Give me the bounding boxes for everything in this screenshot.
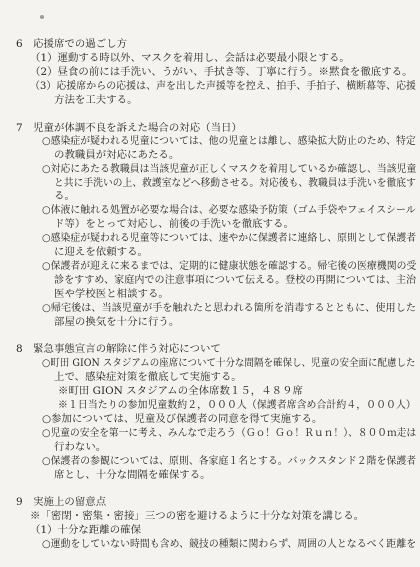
section-8-note-2: ※１日当たりの参加児童数約２，０００人（保護者席含め合計約４，０００人）	[58, 399, 416, 411]
section-9-note: ※「密閉・密集・密接」三つの密を避けるように十分な対策を講じる。	[30, 510, 365, 522]
section-8-bullet-1-cont: 上で、感染症対策を徹底して実施する。	[54, 371, 242, 383]
section-6-item-2: （2）昼食の前には手洗い、うがい、手拭き等、丁寧に行う。※黙食を徹底する。	[30, 66, 413, 78]
section-8-bullet-2: ○参加については、児童及び保護者の同意を得て実施する。	[42, 413, 323, 425]
section-8-bullet-3: ○児童の安全を第一に考え、みんなで走ろう（Ｇｏ！Ｇｏ！Ｒｕｎ！）、８００ｍ走は	[42, 427, 417, 439]
section-8-bullet-1: ○町田 GION スタジアムの座席について十分な間隔を確保し、児童の安全面に配慮した	[42, 357, 416, 369]
section-9-bullet-1: ○運動をしていない時間も含め、競技の種類に関わらず、周囲の人となるべく距離を	[42, 538, 417, 550]
section-8-bullet-3-cont: 行わない。	[54, 441, 107, 453]
section-6-heading: 6 応援席での過ごし方	[16, 38, 128, 50]
section-7-bullet-2-cont: と共に手洗いの上、救護室などへ移動させる。対応後も、教職員は手洗いを徹底す	[54, 177, 416, 189]
section-7-heading: 7 児童が体調不良を訴えた場合の対応（当日）	[16, 122, 242, 134]
section-7-bullet-5-cont: 診をすすめ、家庭内での注意事項について伝える。登校の再開については、主治	[54, 274, 417, 286]
section-8-note-1: ※町田 GION スタジアムの全体席数１５，４８９席	[58, 385, 304, 397]
scan-speck	[40, 15, 44, 19]
section-7-bullet-5-cont2: 医や学校医と相談する。	[54, 288, 169, 300]
section-7-bullet-3: ○体液に触れる処置が必要な場合は、必要な感染予防策（ゴム手袋やフェイスシール	[42, 204, 416, 216]
section-7-bullet-2-cont2: る。	[54, 190, 75, 202]
section-8-heading: 8 緊急事態宣言の解除に伴う対応について	[16, 343, 221, 355]
section-7-bullet-3-cont: ド等）をとって対応し、前後の手洗いを徹底する。	[54, 218, 294, 230]
section-7-bullet-1-cont: の教職員が対応にあたる。	[54, 149, 180, 161]
section-7-bullet-2: ○対応にあたる教職員は当該児童が正しくマスクを着用しているか確認し、当該児童	[42, 163, 417, 175]
section-6-item-3: （3）応援席からの応援は、声を出した声援等を控え、拍手、手拍子、横断幕等、応援	[30, 80, 417, 92]
section-9-heading: 9 実施上の留意点	[16, 496, 107, 508]
section-7-bullet-4: ○感染症が疑われる児童等については、速やかに保護者に連絡し、原則として保護者	[42, 232, 417, 244]
section-7-bullet-5: ○保護者が迎えに来るまでは、定期的に健康状態を確認する。帰宅後の医療機関の受	[42, 260, 417, 272]
section-7-bullet-6: ○帰宅後は、当該児童が手を触れたと思われる箇所を消毒するとともに、使用した	[42, 302, 416, 314]
section-6-item-1: （1）運動する時以外、マスクを着用し、会話は必要最小限とする。	[30, 52, 350, 64]
section-8-bullet-4: ○保護者の参観については、原則、各家庭１名とする。バックスタンド２階を保護者	[42, 455, 417, 467]
section-8-bullet-4-cont: 席とし、十分な間隔を確保する。	[54, 469, 211, 481]
section-7-bullet-4-cont: に迎えを依頼する。	[54, 246, 148, 258]
section-7-bullet-1: ○感染症が疑われる児童については、他の児童とは離し、感染拡大防止のため、特定	[42, 135, 416, 147]
section-7-bullet-6-cont: 部屋の換気を十分に行う。	[54, 316, 180, 328]
section-9-item-1: （1）十分な距離の確保	[30, 524, 142, 536]
section-6-item-3-cont: 方法を工夫する。	[54, 94, 138, 106]
